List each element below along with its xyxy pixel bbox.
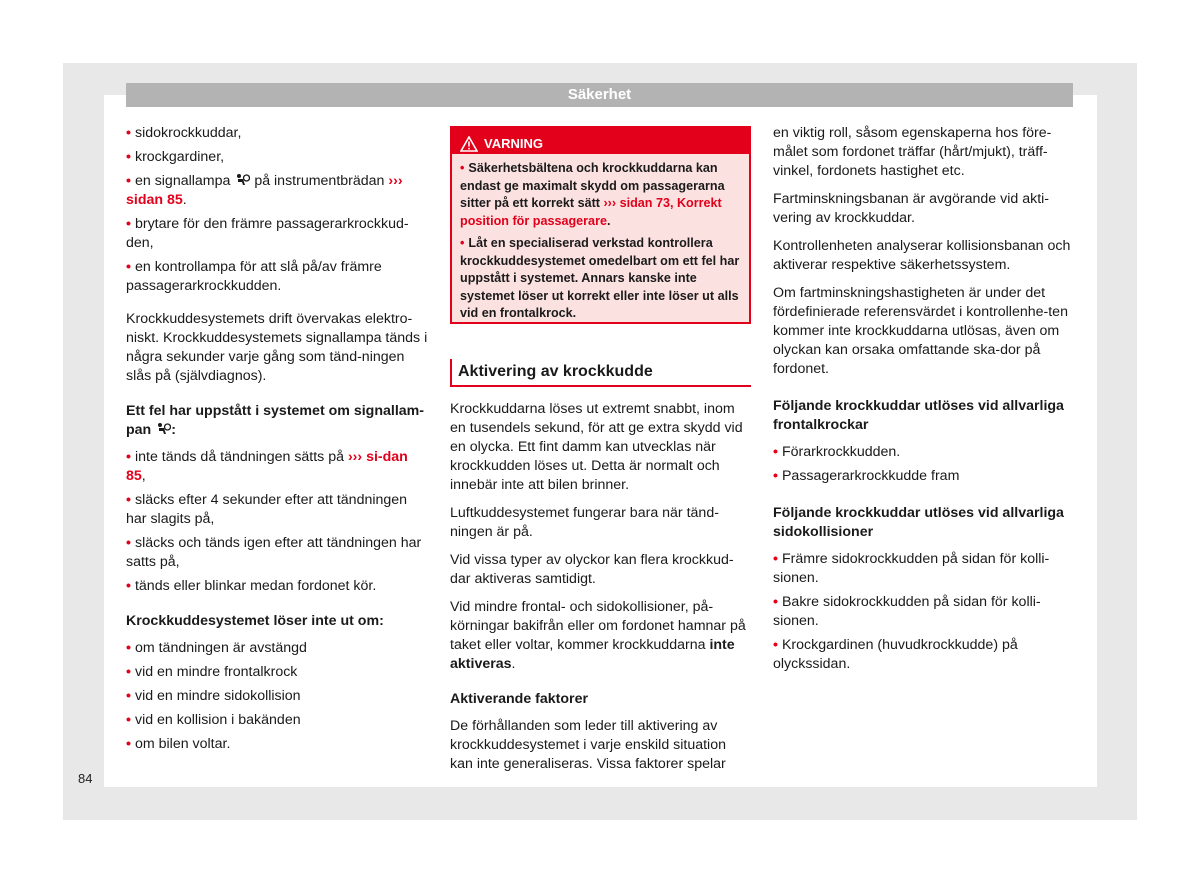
section-title: Aktivering av krockkudde	[450, 359, 751, 387]
bullet-icon: •	[126, 216, 131, 232]
bullet-icon: •	[773, 468, 778, 484]
list-item: • brytare för den främre passagerarkrockkud-den,	[126, 216, 409, 251]
list-item: • Förarkrockkudden.	[773, 444, 901, 460]
list-item: • om bilen voltar.	[126, 736, 231, 752]
list-item: • en kontrollampa för att slå på/av främre passagerarkrockkudden.	[126, 259, 382, 294]
list-item: • tänds eller blinkar medan fordonet kör.	[126, 578, 377, 594]
bullet-icon: •	[126, 535, 131, 551]
bullet-icon: •	[126, 449, 131, 465]
subheading: Krockkuddesystemet löser inte ut om:	[126, 613, 384, 629]
column-right	[773, 124, 1073, 679]
bullet-icon: •	[126, 492, 131, 508]
airbag-warning-icon	[234, 173, 250, 186]
bullet-icon: •	[126, 688, 131, 704]
warning-item: • Låt en specialiserad verkstad kontrollera krockkuddesystemet omedelbart om ett fel har uppstått i systemet. Annars kanske inte systemet löser ut korrekt eller inte löser ut alls vid en frontalkrock.	[460, 236, 740, 320]
list-item: • släcks efter 4 sekunder efter att tändningen har slagits på,	[126, 492, 408, 527]
page-link[interactable]: ››› si-dan 85	[126, 449, 408, 484]
bullet-icon: •	[126, 259, 131, 275]
column-left	[126, 124, 428, 759]
warning-body	[452, 154, 749, 323]
header-bar	[126, 83, 1073, 107]
bullet-icon: •	[126, 712, 131, 728]
list-item: • Bakre sidokrockkudden på sidan för kolli-sionen.	[773, 594, 1041, 629]
bullet-icon: •	[460, 236, 465, 250]
list-item: • en signallampa på instrumentbrädan ››› sidan 85.	[126, 173, 403, 208]
subheading: Ett fel har uppstått i systemet om signallam-pan :	[126, 403, 424, 438]
warning-label: VARNING	[484, 136, 543, 151]
bullet-icon: •	[126, 149, 131, 165]
warning-triangle-icon	[460, 136, 478, 152]
bullet-icon: •	[773, 637, 778, 653]
bullet-icon: •	[126, 664, 131, 680]
paragraph: Fartminskningsbanan är avgörande vid akti-vering av krockkuddar.	[773, 191, 1050, 226]
warning-header	[452, 128, 749, 154]
paragraph: Kontrollenheten analyserar kollisionsbanan och aktiverar respektive säkerhetssystem.	[773, 238, 1071, 273]
list-item: • vid en mindre sidokollision	[126, 688, 301, 704]
list-item: • släcks och tänds igen efter att tändningen har satts på,	[126, 535, 422, 570]
subheading: Följande krockkuddar utlöses vid allvarliga frontalkrockar	[773, 398, 1064, 433]
paragraph: Om fartminskningshastigheten är under det fördefinierade referensvärdet i kontrollenhe-ten kommer inte krockkuddarna utlösas, även om olyckan kan orsaka omfattande ska-dor på fordonet.	[773, 285, 1068, 377]
list-item: • vid en kollision i bakänden	[126, 712, 301, 728]
list-item: • sidokrockkuddar,	[126, 125, 242, 141]
bullet-icon: •	[126, 640, 131, 656]
bullet-icon: •	[126, 578, 131, 594]
list-item: • inte tänds då tändningen sätts på ››› si-dan 85,	[126, 449, 408, 484]
section-accent	[450, 359, 452, 386]
subheading: Följande krockkuddar utlöses vid allvarliga sidokollisioner	[773, 505, 1064, 540]
paragraph: Vid mindre frontal- och sidokollisioner, på-körningar bakifrån eller om fordonet hamnar på taket eller voltar, kommer krockkuddarna inte aktiveras.	[450, 599, 746, 672]
list-item: • Krockgardinen (huvudkrockkudde) på olyckssidan.	[773, 637, 1018, 672]
paragraph: Luftkuddesystemet fungerar bara när tänd-ningen är på.	[450, 505, 719, 540]
bullet-icon: •	[773, 594, 778, 610]
bullet-icon: •	[773, 444, 778, 460]
column-middle	[450, 400, 752, 783]
paragraph: Vid vissa typer av olyckor kan flera krockkud-dar aktiveras samtidigt.	[450, 552, 734, 587]
paragraph: Krockkuddesystemets drift övervakas elektro-niskt. Krockkuddesystemets signallampa tänds i några sekunder varje gång som tänd-ningen slås på (självdiagnos).	[126, 311, 428, 384]
list-item: • vid en mindre frontalkrock	[126, 664, 298, 680]
warning-item: • Säkerhetsbältena och krockkuddarna kan endast ge maximalt skydd om passagerarna sitter på ett korrekt sätt ››› sidan 73, Korrekt position för passagerare.	[460, 161, 725, 228]
airbag-warning-icon	[155, 422, 171, 435]
page-link[interactable]: ››› sidan 73, Korrekt position för passagerare	[460, 196, 722, 228]
subheading: Aktiverande faktorer	[450, 691, 588, 707]
paragraph: De förhållanden som leder till aktivering av krockkuddesystemet i varje enskild situation kan inte generaliseras. Vissa faktorer spelar	[450, 718, 726, 772]
header-title: Säkerhet	[567, 86, 632, 103]
list-item: • Passagerarkrockkudde fram	[773, 468, 960, 484]
list-item: • krockgardiner,	[126, 149, 225, 165]
bullet-icon: •	[773, 551, 778, 567]
bullet-icon: •	[126, 736, 131, 752]
page-number: 84	[78, 771, 93, 786]
paragraph: Krockkuddarna löses ut extremt snabbt, inom en tusendels sekund, för att ge extra skydd vid en olycka. Ett fint damm kan utvecklas när krockkudden löses ut. Detta är normalt och innebär inte att bilen brinner.	[450, 401, 743, 493]
paragraph: en viktig roll, såsom egenskaperna hos före-målet som fordonet träffar (hårt/mjukt), träff-vinkel, fordonets hastighet etc.	[773, 125, 1052, 179]
bullet-icon: •	[460, 161, 465, 175]
page-link[interactable]: ››› sidan 85	[126, 173, 403, 208]
warning-box	[450, 126, 751, 324]
bullet-icon: •	[126, 125, 131, 141]
bullet-icon: •	[126, 173, 131, 189]
list-item: • Främre sidokrockkudden på sidan för kolli-sionen.	[773, 551, 1050, 586]
list-item: • om tändningen är avstängd	[126, 640, 307, 656]
